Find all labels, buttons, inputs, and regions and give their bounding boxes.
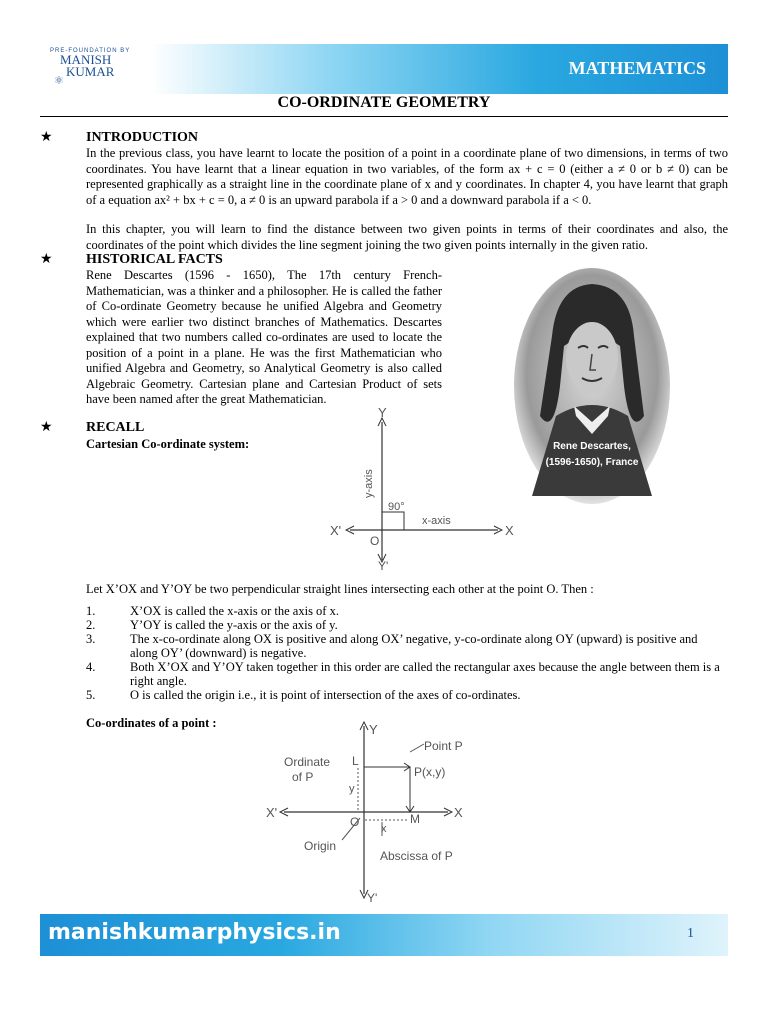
footer-banner: [40, 914, 728, 956]
atom-icon: ⚛: [54, 75, 64, 87]
y-prime-label: Y': [367, 891, 378, 904]
cartesian-axes-diagram: [320, 400, 530, 572]
list-item: 1. X’OX is called the x-axis or the axis of x.: [86, 604, 339, 618]
x-axis-end-label: X: [454, 805, 463, 820]
title-underline: [40, 116, 728, 117]
page-title: CO-ORDINATE GEOMETRY: [277, 94, 491, 111]
portrait-caption-years: (1596-1650), France: [545, 457, 639, 468]
historical-heading: HISTORICAL FACTS: [86, 252, 223, 267]
x-prime-label: X': [330, 523, 342, 538]
origin-label: Origin: [304, 839, 337, 853]
list-item: 2. Y’OY is called the y-axis or the axis of y.: [86, 618, 338, 632]
point-coordinates-diagram: [264, 718, 476, 904]
logo-tagline: PRE-FOUNDATION BY: [50, 48, 131, 54]
axes-definition-list: [86, 604, 728, 702]
intro-paragraph-2: In this chapter, you will learn to find the distance between two given points in terms of their coordinates and also, the coordinates of the point which divides the line segment joining the two given points internally in the given ratio.: [86, 222, 728, 252]
coords-subheading: Co-ordinates of a point :: [86, 716, 217, 730]
list-item: 4. Both X’OX and Y’OY taken together in this order are called the rectangular axes because the angle between them is a right angle.: [86, 660, 720, 688]
bullet-star-icon: ★: [40, 252, 53, 267]
origin-o-label: O: [350, 815, 360, 829]
x-axis-label: x-axis: [422, 515, 451, 527]
logo-name-first: MANISH: [60, 52, 112, 67]
historical-paragraph: Rene Descartes (1596 - 1650), The 17th century French-Mathematician, was a thinker and a philosopher. He is called the father of Co-ordinate Geometry because he unified Algebra and Geometry which were earlier two distinct branches of Mathematics. Descartes explained that two numbers called co-ordinates are used to locate the position of a point in a plane. He was the first Mathematician who unified Algebra and Geometry, so Analytical Geometry is also called Algebraic Geometry. Cartesian plane and Cartesian Product of sets have been named after the great Mathematician.: [86, 268, 442, 406]
point-p-label: Point P: [424, 739, 463, 753]
x-distance-label: x: [381, 823, 387, 835]
origin-label: O: [370, 534, 380, 548]
descartes-portrait: [512, 266, 672, 506]
brand-logo: [50, 48, 160, 90]
subject-label: MATHEMATICS: [568, 58, 706, 78]
axes-lead-text: Let X’OX and Y’OY be two perpendicular straight lines intersecting each other at the point O. Then :: [86, 582, 594, 596]
y-axis-label: y-axis: [363, 469, 375, 498]
x-prime-label: X': [266, 805, 278, 820]
point-l-label: L: [352, 754, 359, 768]
logo-name-last: KUMAR: [66, 64, 115, 79]
bullet-star-icon: ★: [40, 420, 53, 435]
y-axis-end-label: Y: [378, 405, 387, 420]
intro-heading: INTRODUCTION: [86, 130, 199, 145]
x-axis-end-label: X: [505, 523, 514, 538]
list-item: 5. O is called the origin i.e., it is point of intersection of the axes of co-ordinates.: [86, 688, 521, 702]
bullet-star-icon: ★: [40, 130, 53, 145]
intro-paragraph-1: In the previous class, you have learnt to locate the position of a point in a coordinate plane of two dimensions, in terms of two coordinates. You have learnt that a linear equation in two variables, of the form ax + c = 0 (either a ≠ 0 or b ≠ 0) can be represented graphically as a straight line in the coordinate plane of x and y coordinates. In chapter 4, you have learnt that graph of a equation ax² + bx + c = 0, a ≠ 0 is an upward parabola if a > 0 and a downward parabola if a < 0.: [86, 146, 728, 207]
website-link[interactable]: manishkumarphysics.in: [48, 920, 341, 945]
header-banner: [40, 44, 728, 94]
page-number: 1: [687, 926, 694, 941]
y-prime-label: Y': [378, 559, 389, 572]
point-p-coordinates: P(x,y): [414, 765, 446, 779]
ordinate-label: Ordinate: [284, 755, 331, 769]
y-axis-end-label: Y: [369, 722, 378, 737]
list-item: 3. The x-co-ordinate along OX is positive and along OX’ negative, y-co-ordinate along OY (upward) is positive and along OY’ (downward) is negative.: [86, 632, 698, 660]
abscissa-label: Abscissa of P: [380, 849, 453, 863]
y-distance-label: y: [349, 783, 355, 795]
point-m-label: M: [410, 812, 420, 826]
recall-heading: RECALL: [86, 420, 145, 435]
portrait-caption-name: Rene Descartes,: [553, 441, 631, 452]
right-angle-label: 90°: [388, 501, 405, 513]
cartesian-subheading: Cartesian Co-ordinate system:: [86, 437, 250, 451]
ordinate-label-line2: of P: [292, 770, 314, 784]
